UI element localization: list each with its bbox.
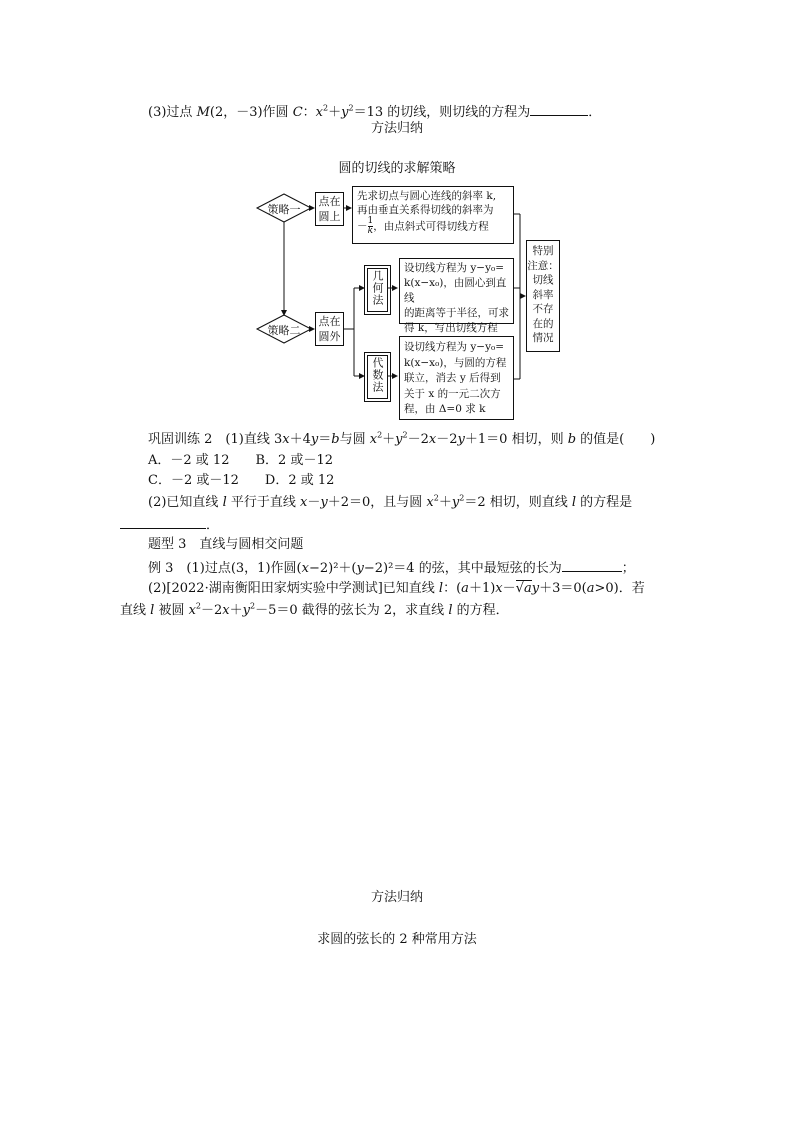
example3-q2: (2)[2022·湖南衡阳田家炳实验中学测试]已知直线 l：(a＋1)x－√ay＋3＝0(a>0)．若 xyxy=(148,581,645,596)
method-title: 方法归纳 xyxy=(370,121,423,136)
outside-circle-box: 点在 圆外 xyxy=(315,312,344,346)
strategy1-label: 策略一 xyxy=(267,203,301,216)
option-d[interactable]: D．2 或 12 xyxy=(264,473,335,488)
options-row-1 xyxy=(148,452,333,470)
algebraic-method-content: 设切线方程为 y−y₀= k(x−x₀)，与圆的方程 联立，消去 y 后得到 关于 x 的一元二次方 程，由 Δ=0 求 k xyxy=(399,336,514,420)
tangent-strategy-diagram xyxy=(254,184,574,424)
algebraic-method-box: 代数法 xyxy=(367,355,388,399)
example3-q2-cont: 直线 l 被圆 $x^2-2x+y^2-5=0$ 截得的弦长为 2，求直线 l 的方程． xyxy=(120,601,509,618)
geometric-method-content: 设切线方程为 y−y₀= k(x−x₀)，由圆心到直线 的距离等于半径，可求 得 k，写出切线方程 xyxy=(399,258,514,324)
geometric-method-box: 几何法 xyxy=(367,268,388,312)
option-c[interactable]: C．－2 或－12 xyxy=(148,473,239,488)
option-a[interactable]: A．－2 或 12 xyxy=(148,453,230,468)
practice2-q2-cont: ． xyxy=(120,514,219,535)
practice2-q2: (2)已知直线 l 平行于直线 x－y＋2＝0，且与圆 $x^2+y^2=2$ 相切，则直线 l 的方程是 xyxy=(148,493,633,510)
question-3: (3)过点 M(2，－3)作圆 C：$x^2+y^2=13$ 的切线，则切线的方程为 ． xyxy=(148,101,601,122)
answer-blank[interactable] xyxy=(530,101,588,116)
special-note-box: 特别 注意： 切线 斜率 不存 在的 情况 xyxy=(526,240,560,352)
options-row-2 xyxy=(148,472,334,490)
chord-methods-title: 求圆的弦长的 2 种常用方法 xyxy=(317,932,477,947)
option-b[interactable]: B．2 或－12 xyxy=(255,453,333,468)
strategy2-label: 策略二 xyxy=(267,324,301,337)
diagram-title: 圆的切线的求解策略 xyxy=(338,161,456,176)
answer-blank[interactable] xyxy=(120,514,206,529)
method-title-2: 方法归纳 xyxy=(370,890,423,905)
answer-blank[interactable] xyxy=(562,557,622,572)
practice2-q1: 巩固训练 2 (1)直线 3x＋4y＝b与圆 $x^2+y^2-2x-2y+1=0$ 相切，则 b 的值是( ) xyxy=(148,430,656,447)
example3-q1: 例 3 (1)过点(3，1)作圆(x−2)²＋(y−2)²＝4 的弦，其中最短弦的长为 ； xyxy=(148,557,635,578)
topic-3-title: 题型 3 直线与圆相交问题 xyxy=(148,537,304,552)
on-circle-box: 点在 圆上 xyxy=(315,192,344,226)
same-point-method-box: 先求切点与圆心连线的斜率 k, 再由垂直关系得切线的斜率为 － $\frac{1}{k}$ ，由点斜式可得切线方程 xyxy=(352,186,514,244)
